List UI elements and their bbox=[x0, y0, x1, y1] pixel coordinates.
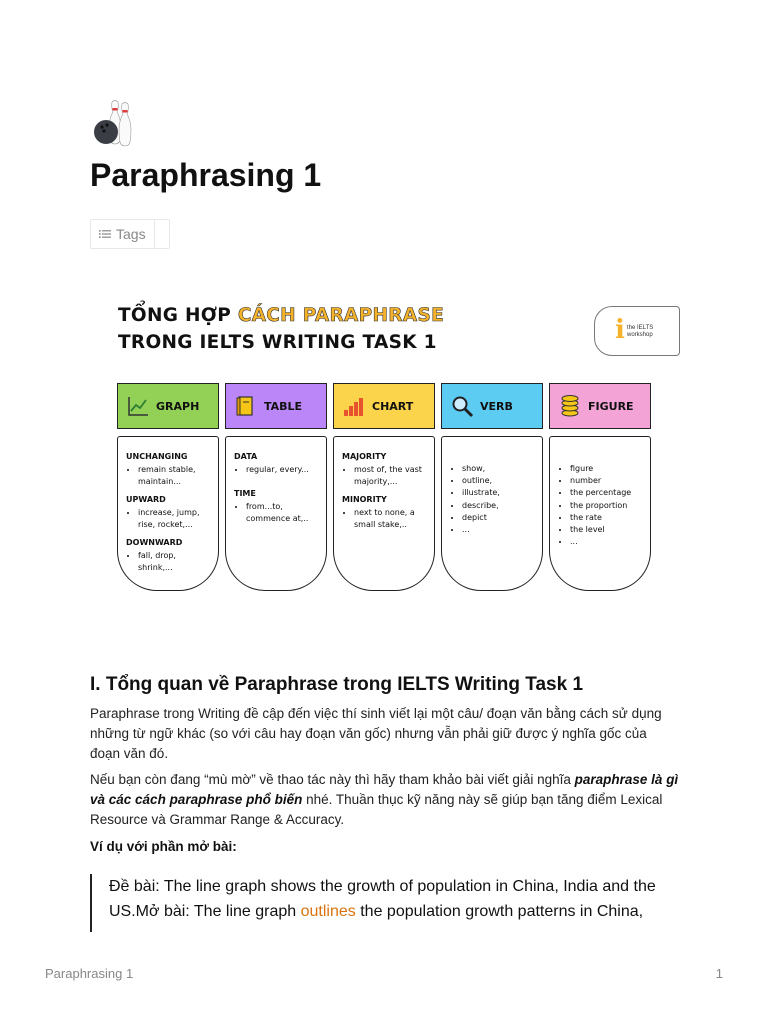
group-title: MAJORITY bbox=[342, 452, 387, 461]
intro-paragraph: Paraphrase trong Writing đề cập đến việc thí sinh viết lại một câu/ đoạn văn bằng cách sử dụng những từ ngữ khác (so với câu hay đoạn văn gốc) nhưng vẫn phải giữ được ý nghĩa gốc của đoạn văn đó. bbox=[90, 706, 662, 761]
quote-text-before: Đề bài: The line graph shows the growth of population in China, India and the US.Mở bài: The line graph bbox=[109, 878, 656, 920]
bowling-icon[interactable] bbox=[90, 98, 138, 148]
magnifier-icon bbox=[450, 394, 474, 418]
list-item: • the level bbox=[570, 524, 644, 536]
list-item: • from...to, commence at,.. bbox=[246, 501, 320, 525]
tags-label-cell[interactable] bbox=[91, 220, 155, 248]
tags-label: Tags bbox=[116, 226, 146, 242]
group-title: MINORITY bbox=[342, 495, 387, 504]
category-card-verb bbox=[441, 436, 543, 591]
example-label: Ví dụ với phần mở bài: bbox=[90, 839, 237, 854]
group-list bbox=[126, 464, 212, 488]
group-list bbox=[342, 464, 428, 488]
group-title: TIME bbox=[234, 489, 256, 498]
category-label: GRAPH bbox=[156, 399, 200, 413]
list-item: • fall, drop, shrink,... bbox=[138, 550, 212, 574]
list-item: • ... bbox=[462, 524, 536, 536]
infographic-title-prefix: TỔNG HỢP bbox=[118, 305, 232, 326]
list-item: • illustrate, bbox=[462, 487, 536, 499]
logo-letter: i bbox=[615, 315, 625, 345]
category-card-table bbox=[225, 436, 327, 591]
category-label: TABLE bbox=[264, 399, 303, 413]
tags-value[interactable] bbox=[155, 220, 169, 248]
category-header-table bbox=[225, 383, 327, 429]
book-icon bbox=[234, 394, 258, 418]
reference-paragraph bbox=[90, 770, 680, 830]
logo-text: the IELTS workshop bbox=[627, 325, 654, 338]
group-list bbox=[234, 464, 320, 476]
infographic-title-highlight: CÁCH PARAPHRASE bbox=[237, 305, 445, 326]
category-header-graph bbox=[117, 383, 219, 429]
list-item: • next to none, a small stake,.. bbox=[354, 507, 428, 531]
infographic-title-line1 bbox=[118, 305, 444, 326]
coin-stack-icon bbox=[558, 394, 582, 418]
list-item: • depict bbox=[462, 512, 536, 524]
category-card-chart bbox=[333, 436, 435, 591]
page-number: 1 bbox=[715, 966, 723, 981]
section-heading: I. Tổng quan về Paraphrase trong IELTS Writing Task 1 bbox=[90, 674, 584, 695]
list-item: • number bbox=[570, 475, 644, 487]
verb-list bbox=[450, 463, 536, 536]
reference-text-before: Nếu bạn còn đang “mù mờ” về thao tác này thì hãy tham khảo bài viết giải nghĩa bbox=[90, 772, 575, 787]
category-header-figure bbox=[549, 383, 651, 429]
list-item: • most of, the vast majority,... bbox=[354, 464, 428, 488]
reference-text-after: nhé. Thuần thục kỹ năng này sẽ giúp bạn tăng điểm Lexical Resource và Grammar Range & Accuracy. bbox=[90, 792, 663, 827]
category-card-graph bbox=[117, 436, 219, 591]
group-list bbox=[126, 507, 212, 531]
category-label: CHART bbox=[372, 399, 414, 413]
list-item: • increase, jump, rise, rocket,... bbox=[138, 507, 212, 531]
footer-title: Paraphrasing 1 bbox=[45, 966, 134, 981]
group-title: DATA bbox=[234, 452, 258, 461]
list-item: • describe, bbox=[462, 500, 536, 512]
figure-list bbox=[558, 463, 644, 548]
example-quote bbox=[90, 874, 690, 932]
list-item: • figure bbox=[570, 463, 644, 475]
group-list bbox=[126, 550, 212, 574]
tags-property[interactable] bbox=[90, 219, 170, 249]
list-item: • regular, every... bbox=[246, 464, 320, 476]
infographic-title-line2: TRONG IELTS WRITING TASK 1 bbox=[118, 332, 437, 353]
list-icon bbox=[99, 228, 111, 240]
category-label: VERB bbox=[480, 399, 513, 413]
group-title: UPWARD bbox=[126, 495, 166, 504]
list-item: • outline, bbox=[462, 475, 536, 487]
list-item: • remain stable, maintain... bbox=[138, 464, 212, 488]
paraphrase-article-link[interactable]: paraphrase là gì và các cách paraphrase phổ biến bbox=[90, 772, 679, 807]
list-item: • ... bbox=[570, 536, 644, 548]
group-title: DOWNWARD bbox=[126, 538, 183, 547]
list-item: • the rate bbox=[570, 512, 644, 524]
quote-text-after: the population growth patterns in China, bbox=[355, 903, 644, 920]
list-item: • the percentage bbox=[570, 487, 644, 499]
page-title: Paraphrasing 1 bbox=[90, 157, 322, 193]
line-graph-icon bbox=[126, 394, 150, 418]
workshop-logo bbox=[594, 306, 680, 356]
list-item: • show, bbox=[462, 463, 536, 475]
category-card-figure bbox=[549, 436, 651, 591]
list-item: • the proportion bbox=[570, 500, 644, 512]
category-label: FIGURE bbox=[588, 399, 634, 413]
category-header-chart bbox=[333, 383, 435, 429]
group-list bbox=[234, 501, 320, 525]
bar-chart-icon bbox=[342, 394, 366, 418]
category-header-verb bbox=[441, 383, 543, 429]
infographic bbox=[112, 296, 682, 600]
group-list bbox=[342, 507, 428, 531]
quote-highlight: outlines bbox=[300, 903, 356, 920]
group-title: UNCHANGING bbox=[126, 452, 188, 461]
